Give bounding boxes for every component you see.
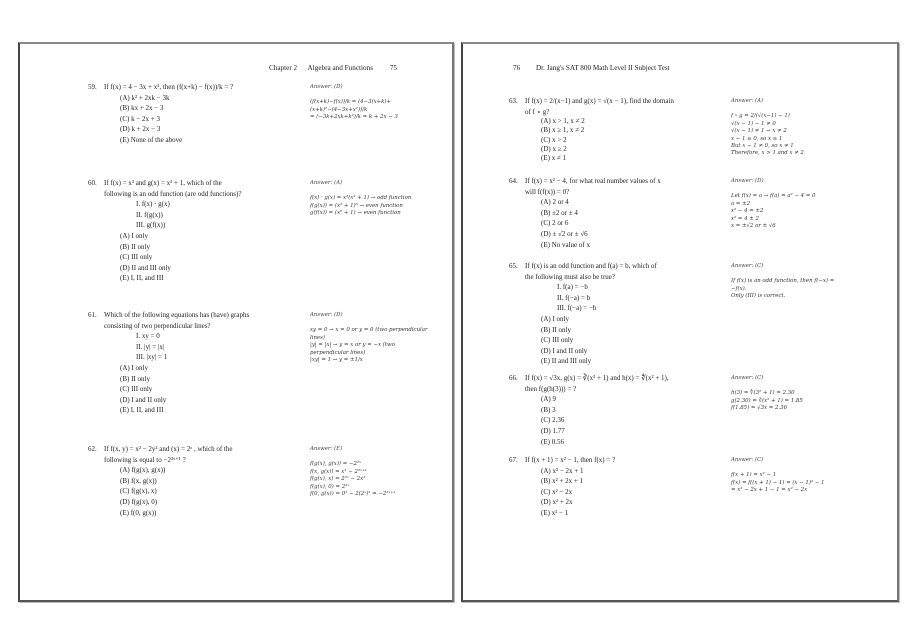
question-stem: If f(x) = √3x, g(x) = ∛(x² + 1) and h(x) = ∜(x² + 1),	[525, 374, 669, 382]
choice-c: (C) 2 or 6	[541, 219, 569, 228]
choices	[541, 314, 735, 367]
question-62	[88, 444, 314, 518]
page-number: 76	[513, 64, 521, 72]
roman-options	[136, 199, 314, 231]
solution-line: x − 1 ≥ 0, so x ≥ 1	[731, 135, 783, 142]
question-61	[88, 310, 314, 416]
solution-line: (f(x+k)−f(x))/k = (4−3(x+k)+(x+k)²−(4−3x+x²))/k	[310, 99, 392, 113]
question-67	[509, 455, 735, 519]
choice-d: (D) ± √2 or ± √6	[541, 229, 588, 238]
chapter-label: Chapter 2	[268, 64, 298, 72]
solution-line: √(x − 1) − 1 ≠ 0	[731, 120, 776, 127]
choices	[120, 465, 314, 518]
choice-e: (E) None of the above	[120, 135, 183, 144]
question-number: 64.	[509, 177, 518, 185]
question-number: 61.	[88, 311, 97, 319]
solution-line: f(g(x), x) = 2²ˣ − 2x²	[310, 476, 366, 483]
question-stem: If f(x) = 2/(x−1) and g(x) = √(x − 1), find the domain	[525, 97, 674, 105]
choices	[541, 117, 735, 163]
solution-line: xy = 0 → x = 0 or y = 0 (two perpendicular lines)	[310, 327, 428, 341]
roman-option: II. |y| = |x|	[136, 342, 165, 351]
solution-line: f(1.85) = √3x = 2.36	[731, 405, 787, 412]
choice-c: (C) k − 2x + 3	[120, 114, 160, 123]
solution-line: g(f(x)) = (x⁶ + 1) → even function	[310, 210, 401, 217]
solution-line: |xy| = 1 → y = ±1/x	[310, 357, 363, 364]
solution-line: x = ±√2 or ± √6	[731, 223, 776, 230]
choices	[120, 363, 314, 416]
question-stem: then f(g(h(3))) = ?	[525, 384, 577, 393]
solution-line: = x² − 2x + 1 − 1 = x² − 2x	[731, 487, 808, 494]
choice-b: (B) x² + 2x + 1	[541, 477, 584, 486]
choice-a: (A) x > 1, x ≠ 2	[541, 117, 585, 126]
page-number: 75	[389, 64, 397, 72]
choice-d: (D) II and III only	[120, 263, 171, 272]
question-stem: Which of the following equations has (have) graphs	[104, 311, 250, 319]
roman-options	[557, 282, 735, 314]
choice-a: (A) I only	[120, 231, 148, 240]
answer-63	[731, 98, 849, 158]
answer-61	[310, 312, 428, 364]
question-65	[509, 261, 735, 367]
roman-options	[136, 331, 314, 363]
solution-line: = (−3k+2xk+k²)/k = k + 2x − 3	[310, 114, 398, 121]
answer-64	[731, 178, 849, 230]
choice-e: (E) I, II, and III	[120, 274, 164, 283]
answer-label: Answer: (D)	[310, 312, 343, 318]
solution-line: Let f(x) = a → f(a) = a² − 4 = 0	[731, 193, 816, 200]
solution-line: f(g(x), g(x)) = −2²ˣ	[310, 461, 361, 468]
question-number: 63.	[509, 97, 518, 105]
choice-c: (C) x > 2	[541, 135, 567, 144]
question-number: 59.	[88, 83, 97, 91]
answer-59	[310, 84, 428, 122]
running-head	[513, 64, 679, 72]
page-76	[461, 42, 899, 602]
answer-66	[731, 375, 849, 413]
question-stem: If f(x) = x³ and g(x) = x² + 1, which of the	[104, 179, 222, 187]
choices	[541, 466, 735, 519]
choice-d: (D) f(g(x), 0)	[120, 497, 158, 506]
choice-e: (E) I, II, and III	[120, 406, 164, 415]
solution-line: √(x − 1) ≠ 1 → x ≠ 2	[731, 128, 787, 135]
choice-d: (D) x² + 2x	[541, 498, 573, 507]
solution-line: f ∘ g = 2/(√(x−1) − 1)	[731, 113, 790, 120]
solution-line: x² − 4 = ±2	[731, 208, 764, 215]
choice-c: (C) III only	[120, 253, 153, 262]
question-stem: If f(x, y) = x² − 2y² and (x) = 2ˣ , which of the	[104, 445, 233, 453]
chapter-title: Algebra and Functions	[307, 64, 374, 72]
choice-a: (A) f(g(x), g(x))	[120, 466, 166, 475]
choice-b: (B) II only	[120, 242, 150, 251]
question-stem: following is an odd function (are odd functions)?	[104, 189, 242, 198]
answer-65	[731, 263, 849, 301]
solution-line: g(2.30) = ∛(x² + 1) = 1.85	[731, 397, 803, 404]
choice-e: (E) No value of x	[541, 240, 590, 249]
answer-label: Answer: (D)	[731, 178, 764, 184]
choice-d: (D) I and II only	[120, 395, 167, 404]
question-stem: If f(x) = x² − 4, for what real number values of x	[525, 177, 661, 185]
answer-label: Answer: (C)	[731, 457, 764, 463]
choice-e: (E) f(0, g(x))	[120, 508, 157, 517]
choice-e: (E) x² − 1	[541, 508, 569, 517]
solution-line: |y| = |x| → y = x or y = −x (two perpendicular lines)	[310, 342, 395, 356]
choice-b: (B) f(x, g(x))	[120, 476, 157, 485]
choice-e: (E) x ≠ 1	[541, 154, 567, 162]
answer-67	[731, 457, 849, 495]
solution-line: f(g(x), 0) = 2²ˣ	[310, 483, 350, 490]
running-head	[269, 64, 406, 72]
choice-e: (E) 0.56	[541, 437, 564, 446]
book-title: Dr. Jang's SAT 800 Math Level II Subject Test	[535, 64, 670, 72]
solution-line: f(0, g(x)) = 0² − 2(2ˣ)² = −2²ˣ⁺¹	[310, 491, 396, 498]
question-63	[509, 96, 735, 163]
choice-b: (B) 3	[541, 405, 556, 414]
answer-label: Answer: (C)	[731, 375, 764, 381]
choice-c: (C) 2.36	[541, 416, 565, 425]
choice-a: (A) 9	[541, 395, 556, 404]
answer-label: Answer: (A)	[310, 180, 343, 186]
choices	[541, 394, 735, 447]
question-stem: If f(x) is an odd function and f(a) = b, which of	[525, 262, 657, 270]
answer-label: Answer: (C)	[731, 263, 764, 269]
answer-label: Answer: (A)	[731, 98, 764, 104]
solution-line: f(g(x)) = (x² + 1)³ → even function	[310, 202, 403, 209]
choice-a: (A) x² − 2x + 1	[541, 466, 584, 475]
roman-option: II. f(g(x))	[136, 210, 163, 219]
choice-b: (B) x ≥ 1, x ≠ 2	[541, 126, 585, 135]
choice-e: (E) II and III only	[541, 357, 592, 366]
answer-60	[310, 180, 428, 218]
choice-a: (A) k² + 2xk − 3k	[120, 93, 170, 102]
question-stem: If f(x + 1) = x² − 1, then f(x) = ?	[525, 456, 616, 464]
choice-d: (D) 1.77	[541, 426, 565, 435]
question-stem: consisting of two perpendicular lines?	[104, 321, 211, 330]
solution-line: a = ±2	[731, 200, 751, 207]
choices	[120, 93, 319, 146]
question-64	[509, 176, 735, 250]
solution-line: f(x + 1) = x² − 1	[731, 472, 777, 479]
choice-c: (C) x² − 2x	[541, 487, 573, 496]
solution-line: But x − 1 ≠ 0, so x ≠ 1	[731, 143, 794, 150]
solution-line: x² = 4 ± 2	[731, 215, 759, 222]
choice-a: (A) I only	[541, 314, 569, 323]
question-stem: If f(x) = 4 − 3x + x², then (f(x+k) − f(x))/k = ?	[104, 83, 234, 91]
answer-label: Answer: (E)	[310, 446, 343, 452]
question-66	[509, 373, 735, 447]
choice-a: (A) 2 or 4	[541, 198, 569, 207]
choice-c: (C) f(g(x), x)	[120, 487, 157, 496]
choice-a: (A) I only	[120, 363, 148, 372]
roman-option: II. f(−a) = b	[557, 293, 591, 302]
question-stem: following is equal to −2²ˣ⁺¹ ?	[104, 455, 186, 464]
choice-c: (C) III only	[120, 385, 153, 394]
choice-d: (D) I and II only	[541, 346, 588, 355]
roman-option: III. |xy| = 1	[136, 353, 168, 362]
choice-d: (D) k + 2x − 3	[120, 125, 161, 134]
choice-b: (B) II only	[541, 325, 571, 334]
solution-line: f(x) · g(x) = x³(x² + 1) → odd function	[310, 195, 412, 202]
question-number: 67.	[509, 456, 518, 464]
solution-line: h(3) = ∜(3² + 1) = 2.30	[731, 390, 795, 397]
roman-option: III. f(−a) = −b	[557, 304, 597, 313]
choice-b: (B) II only	[120, 374, 150, 383]
solution-line: Only (III) is correct.	[731, 293, 786, 300]
question-number: 65.	[509, 262, 518, 270]
choices	[541, 197, 735, 250]
choice-d: (D) x ≥ 2	[541, 144, 567, 153]
choice-b: (B) ±2 or ± 4	[541, 208, 578, 217]
question-stem: the following must also be true?	[525, 272, 616, 281]
solution-line: Therefore, x > 1 and x ≠ 2	[731, 150, 804, 157]
choice-b: (B) kx + 2x − 3	[120, 104, 164, 113]
solution-line: f(x) = f((x + 1) − 1) = (x − 1)² − 1	[731, 479, 825, 486]
question-number: 62.	[88, 445, 97, 453]
roman-option: I. f(x) · g(x)	[136, 200, 170, 209]
question-number: 60.	[88, 179, 97, 187]
solution-line: f(x, g(x)) = x² − 2²ˣ⁺¹	[310, 468, 367, 475]
choices	[120, 231, 314, 284]
roman-option: I. f(a) = −b	[557, 283, 588, 292]
question-stem: will f(f(x)) = 0?	[525, 187, 570, 196]
roman-option: III. g(f(x))	[136, 221, 166, 230]
solution-line: If f(x) is an odd function, then f(−x) = −f(x).	[731, 278, 835, 292]
question-stem: of f ∘ g?	[525, 107, 550, 116]
question-number: 66.	[509, 374, 518, 382]
question-60	[88, 178, 314, 284]
roman-option: I. xy = 0	[136, 332, 160, 341]
page-75	[18, 42, 454, 602]
answer-label: Answer: (D)	[310, 84, 343, 90]
choice-c: (C) III only	[541, 336, 574, 345]
answer-62	[310, 446, 428, 498]
question-59	[88, 82, 319, 146]
